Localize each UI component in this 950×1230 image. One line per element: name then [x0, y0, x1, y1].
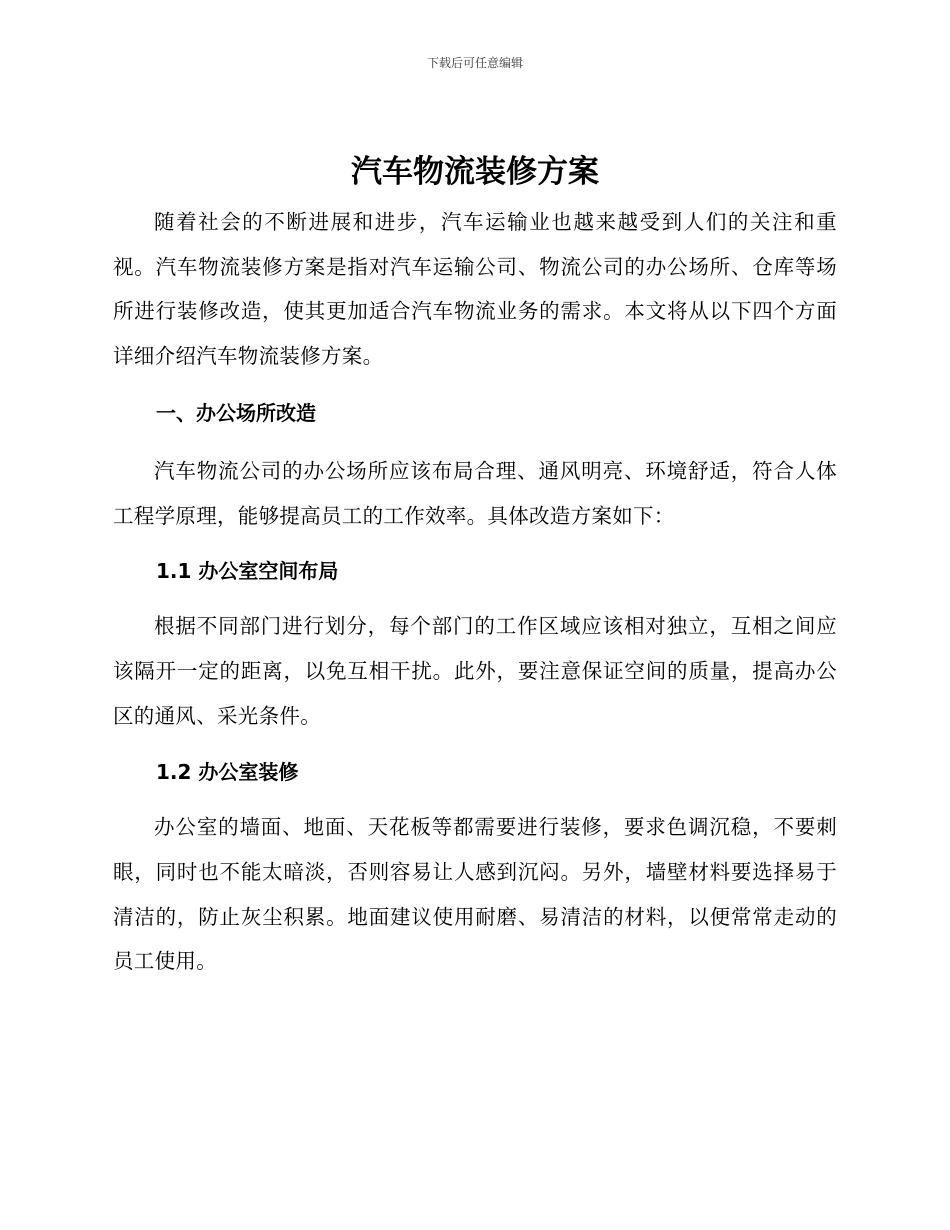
subsection-heading-office-layout: 1.1 办公室空间布局: [156, 559, 339, 584]
section-heading-office-renovation: 一、办公场所改造: [156, 400, 316, 425]
document-body: [113, 200, 837, 984]
section-paragraph-office-renovation: 汽车物流公司的办公场所应该布局合理、通风明亮、环境舒适，符合人体工程学原理，能够提高员工的工作效率。具体改造方案如下：: [113, 458, 837, 528]
document-title: 汽车物流装修方案: [351, 154, 599, 190]
intro-paragraph: 随着社会的不断进展和进步，汽车运输业也越来越受到人们的关注和重视。汽车物流装修方案是指对汽车运输公司、物流公司的办公场所、仓库等场所进行装修改造，使其更加适合汽车物流业务的需求。本文将从以下四个方面详细介绍汽车物流装修方案。: [113, 210, 837, 369]
subsection-paragraph-office-decoration: 办公室的墙面、地面、天花板等都需要进行装修，要求色调沉稳，不要刺眼，同时也不能太暗淡，否则容易让人感到沉闷。另外，墙壁材料要选择易于清洁的，防止灰尘积累。地面建议使用耐磨、易清洁的材料，以便常常走动的员工使用。: [113, 815, 837, 974]
subsection-heading-office-decoration: 1.2 办公室装修: [156, 760, 299, 785]
subsection-paragraph-office-layout: 根据不同部门进行划分，每个部门的工作区域应该相对独立，互相之间应该隔开一定的距离，以免互相干扰。此外，要注意保证空间的质量，提高办公区的通风、采光条件。: [113, 614, 837, 728]
header-note: 下载后可任意编辑: [426, 56, 523, 70]
